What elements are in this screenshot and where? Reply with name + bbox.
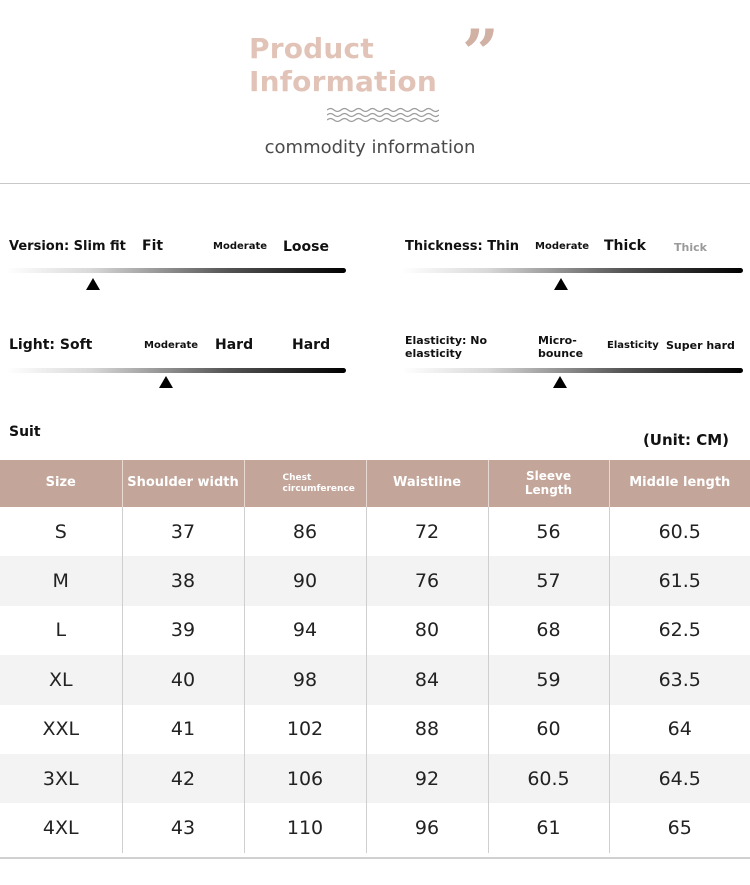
version-option-loose: Loose [283, 239, 329, 255]
elasticity-bar [402, 368, 743, 373]
table-row [0, 803, 750, 852]
cell-shoulder: 43 [122, 803, 244, 852]
cell-middle-length: 60.5 [658, 520, 701, 543]
cell-size: 4XL [0, 803, 122, 852]
cell-middle-length: 64.5 [609, 754, 750, 803]
thickness-option-thick-max: Thick [674, 241, 707, 254]
cell-sleeve: 60 [488, 705, 609, 754]
elasticity-option-super-hard: Super hard [666, 339, 735, 352]
section-label: Suit [9, 424, 41, 440]
version-indicator-icon [86, 278, 100, 290]
cell-size: XXL [0, 705, 122, 754]
cell-chest: 94 [244, 606, 366, 655]
table-row [0, 754, 750, 803]
table-bottom-border [0, 857, 750, 859]
table-row [0, 606, 750, 655]
cell-waistline: 88 [366, 705, 488, 754]
cell-size: S [0, 507, 122, 556]
column-header-size: Size [0, 460, 122, 507]
cell-shoulder: 39 [122, 606, 244, 655]
cell-middle-length: 61.5 [609, 556, 750, 605]
quote-mark-icon: ” [462, 16, 499, 91]
cell-sleeve: 59 [488, 655, 609, 704]
thickness-indicator-icon [554, 278, 568, 290]
cell-middle-length: 62.5 [658, 619, 701, 642]
light-option-hard: Hard [215, 337, 254, 353]
title-line-1: Product [249, 32, 374, 65]
cell-shoulder: 40 [122, 655, 244, 704]
cell-chest: 90 [244, 556, 366, 605]
subtitle: commodity information [264, 137, 476, 158]
cell-sleeve: 68 [488, 606, 609, 655]
thickness-option-moderate: Moderate [535, 241, 590, 252]
elasticity-option-elasticity: Elasticity [607, 340, 659, 351]
column-header-chest: Chest circumference [244, 460, 366, 507]
cell-waistline: 80 [366, 606, 488, 655]
version-option-fit: Fit [142, 238, 164, 254]
cell-size: L [0, 606, 122, 655]
header-divider [0, 183, 750, 184]
wave-decoration-icon [327, 107, 439, 123]
table-row [0, 556, 750, 605]
cell-chest: 86 [244, 507, 366, 556]
cell-waistline: 92 [366, 754, 488, 803]
cell-waistline: 72 [366, 507, 488, 556]
cell-sleeve: 61 [488, 803, 609, 852]
cell-size: XL [0, 655, 122, 704]
cell-chest: 98 [244, 655, 366, 704]
cell-waistline: 84 [366, 655, 488, 704]
light-label: Light: Soft [9, 337, 93, 353]
light-indicator-icon [159, 376, 173, 388]
table-row [0, 705, 750, 754]
cell-size: M [0, 556, 122, 605]
version-bar [6, 268, 346, 273]
cell-sleeve: 56 [488, 507, 609, 556]
elasticity-label: Elasticity: No elasticity [405, 334, 487, 361]
cell-shoulder: 42 [122, 754, 244, 803]
cell-sleeve: 57 [488, 556, 609, 605]
table-row [0, 655, 750, 704]
cell-chest: 102 [244, 705, 366, 754]
cell-sleeve: 60.5 [488, 754, 609, 803]
light-option-moderate: Moderate [144, 340, 199, 351]
cell-shoulder: 37 [122, 507, 244, 556]
elasticity-option-micro-bounce: Micro-bounce [538, 334, 584, 361]
version-option-moderate: Moderate [213, 241, 268, 252]
thickness-option-thick: Thick [604, 238, 646, 254]
column-header-sleeve: Sleeve Length [488, 460, 609, 507]
column-header-shoulder: Shoulder width [122, 460, 244, 507]
cell-shoulder: 41 [122, 705, 244, 754]
column-header-middle-length: Middle length [609, 460, 750, 507]
light-bar [6, 368, 346, 373]
unit-label: (Unit: CM) [642, 431, 729, 449]
elasticity-indicator-icon [553, 376, 567, 388]
cell-chest: 110 [244, 803, 366, 852]
table-header-row [0, 460, 750, 507]
cell-chest: 106 [244, 754, 366, 803]
cell-shoulder: 38 [122, 556, 244, 605]
cell-waistline: 96 [366, 803, 488, 852]
size-table [0, 460, 750, 853]
cell-size: 3XL [0, 754, 122, 803]
title-line-2: Information [249, 65, 438, 98]
version-label: Version: Slim fit [9, 239, 126, 254]
table-row [0, 507, 750, 556]
light-option-hard-max: Hard [292, 337, 331, 353]
cell-middle-length: 65 [667, 817, 692, 840]
cell-waistline: 76 [366, 556, 488, 605]
thickness-bar [402, 268, 743, 273]
column-header-waistline: Waistline [366, 460, 488, 507]
thickness-label: Thickness: Thin [405, 239, 520, 254]
cell-middle-length: 63.5 [609, 655, 750, 704]
cell-middle-length: 64 [667, 718, 692, 741]
